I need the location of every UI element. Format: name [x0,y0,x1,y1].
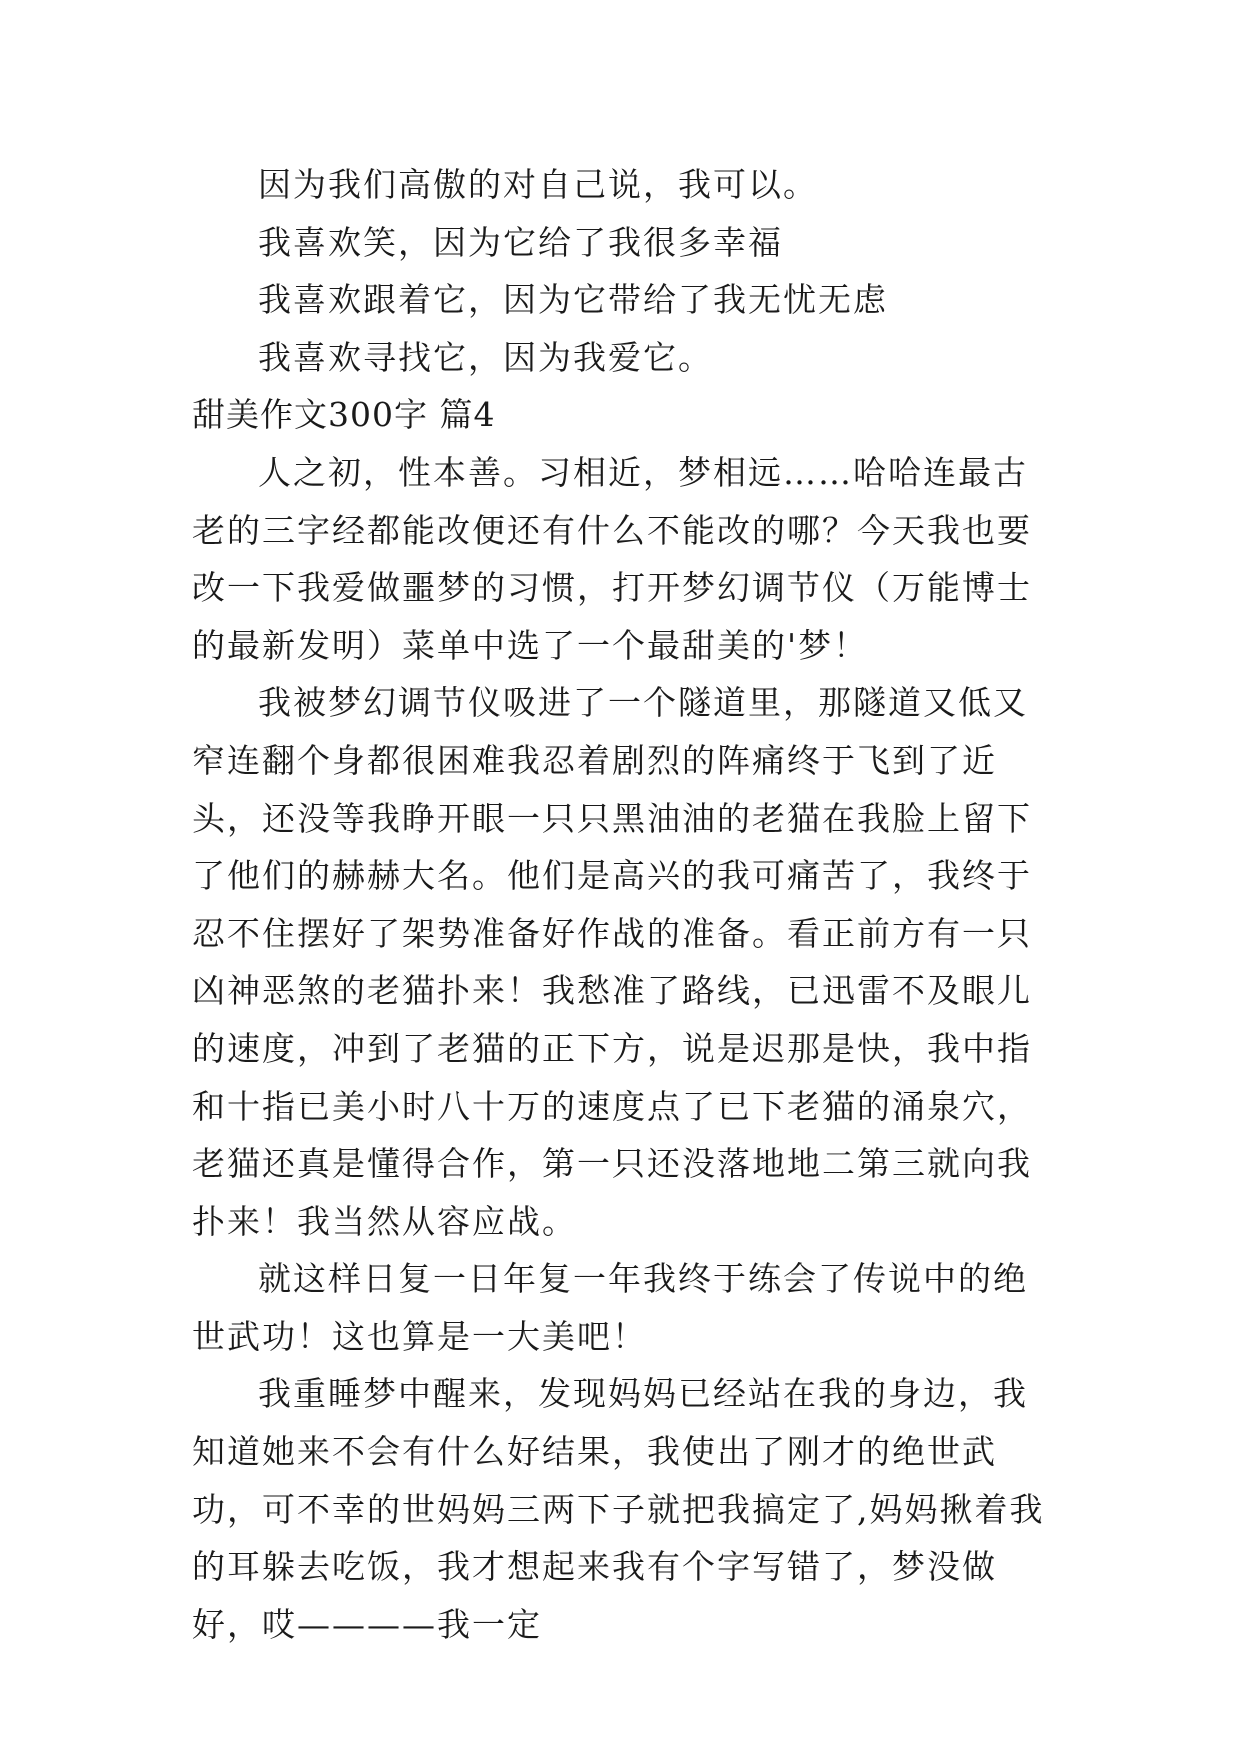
paragraph: 我重睡梦中醒来，发现妈妈已经站在我的身边，我知道她来不会有什么好结果，我使出了刚才的绝世武功，可不幸的世妈妈三两下子就把我搞定了,妈妈揪着我的耳躲去吃饭，我才想起来我有个字写错了，梦没做好，哎————我一定 [192,1374,1045,1644]
paragraph: 就这样日复一日年复一年我终于练会了传说中的绝世武功！这也算是一大美吧！ [192,1259,1028,1356]
paragraph: 我被梦幻调节仪吸进了一个隧道里，那隧道又低又窄连翻个身都很困难我忍着剧烈的阵痛终于飞到了近头，还没等我睁开眼一只只黑油油的老猫在我脸上留下了他们的赫赫大名。他们是高兴的我可痛苦了，我终于忍不住摆好了架势准备好作战的准备。看正前方有一只凶神恶煞的老猫扑来！我愁准了路线，已迅雷不及眼儿的速度，冲到了老猫的正下方，说是迟那是快，我中指和十指已美小时八十万的速度点了已下老猫的涌泉穴，老猫还真是懂得合作，第一只还没落地地二第三就向我扑来！我当然从容应战。 [192,683,1032,1241]
body-line: 我喜欢笑，因为它给了我很多幸福 [258,222,783,262]
body-line: 我喜欢寻找它，因为我爱它。 [258,337,713,377]
paragraph: 人之初，性本善。习相近，梦相远……哈哈连最古老的三字经都能改便还有什么不能改的哪？今天我也要改一下我爱做噩梦的习惯，打开梦幻调节仪（万能博士的最新发明）菜单中选了一个最甜美的'梦！ [192,452,1032,665]
section-heading: 甜美作文300字 篇4 [192,395,496,435]
body-line: 我喜欢跟着它，因为它带给了我无忧无虑 [258,280,888,320]
body-line: 因为我们高傲的对自己说，我可以。 [258,165,818,204]
document-body [192,156,1052,1653]
